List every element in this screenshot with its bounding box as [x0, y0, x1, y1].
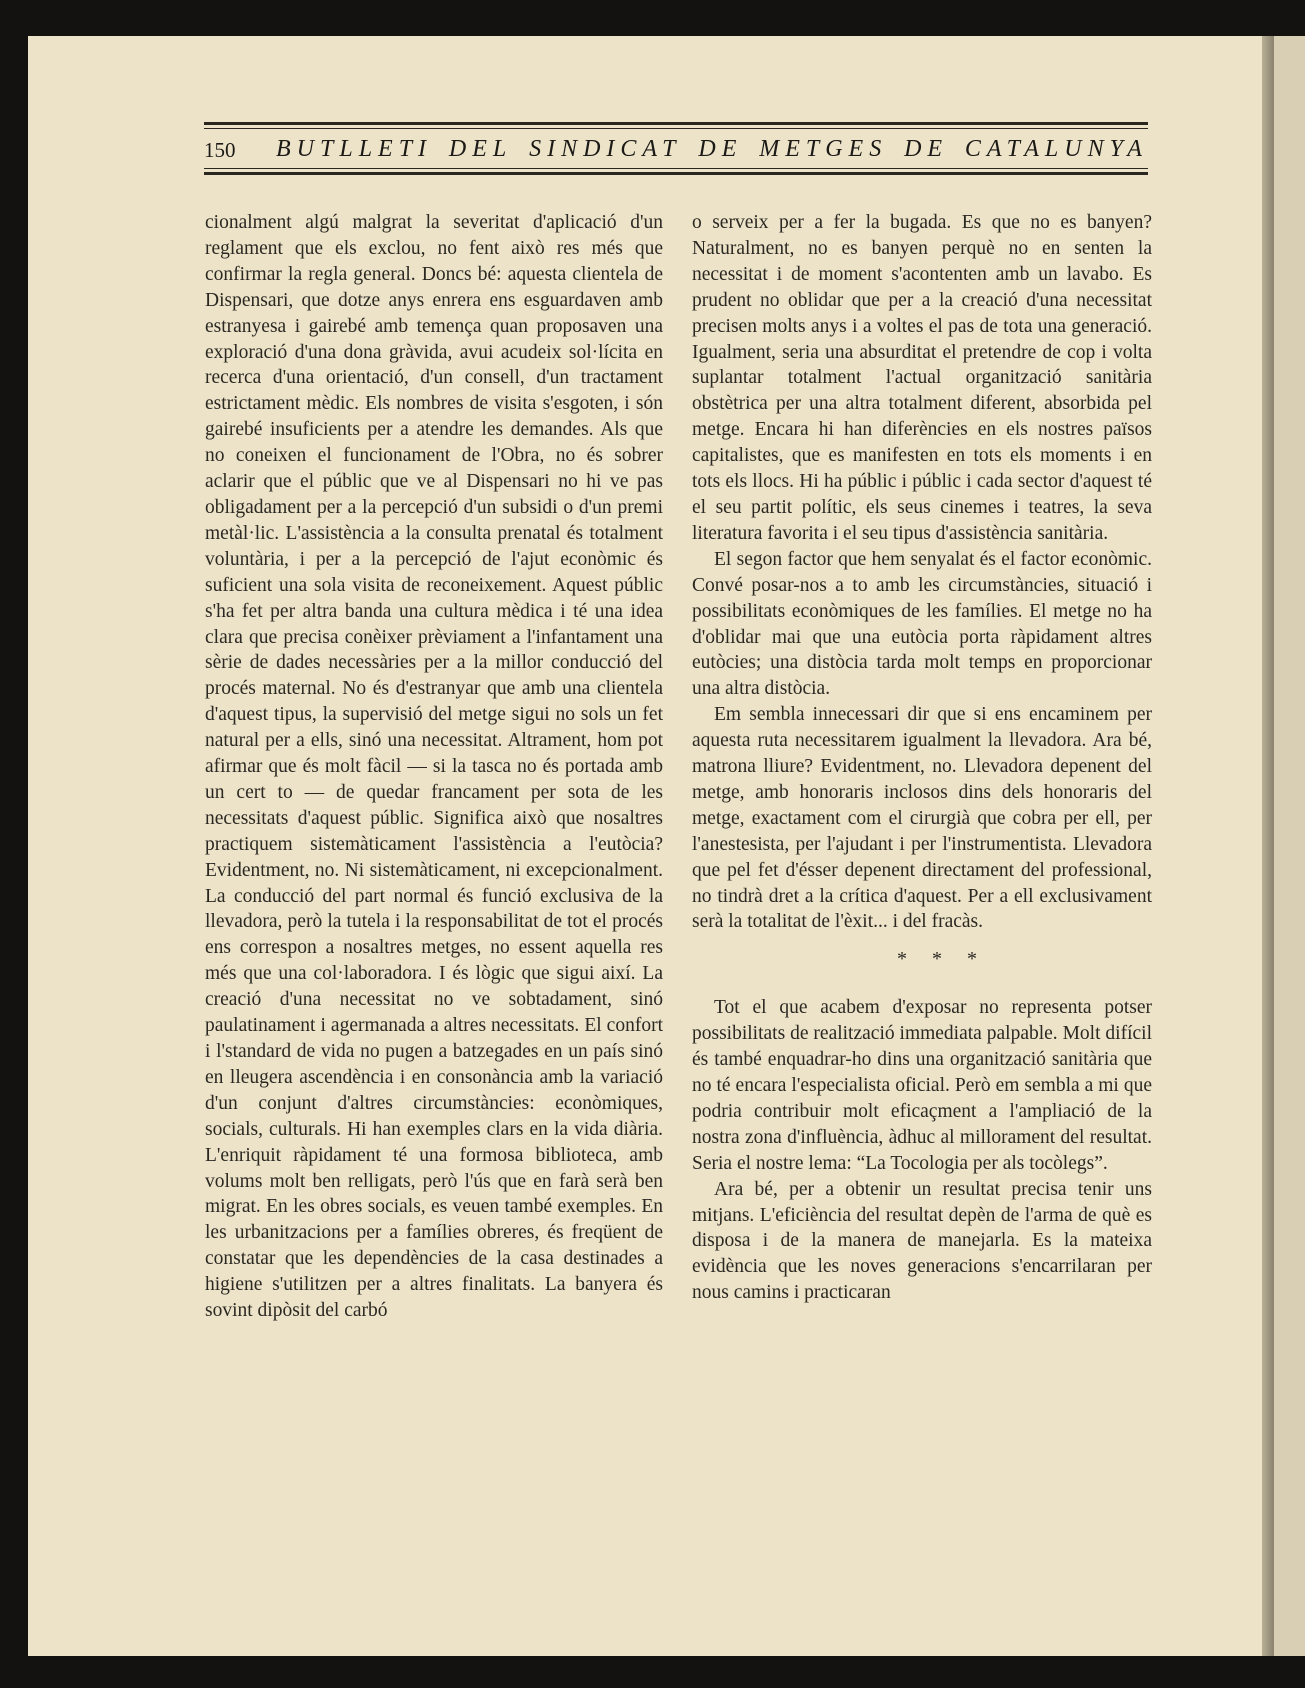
- journal-title-word: DE: [698, 136, 743, 162]
- left-column: [205, 210, 663, 1324]
- body-paragraph: Ara bé, per a obtenir un resultat precisa tenir uns mitjans. L'eficiència del resultat depèn de l'arma de què es disposa i de la manera de manejarla. Es la mateixa evidència que les noves generacions s'encarrilaran per nous camins i practicaran: [692, 1178, 1152, 1304]
- header-rule-bottom: [204, 172, 1148, 175]
- journal-title: [276, 136, 1148, 163]
- page-number: 150: [204, 138, 236, 162]
- header-rule-bottom-thin: [204, 168, 1148, 169]
- journal-title-word: DE: [904, 136, 949, 162]
- section-separator: * * *: [897, 948, 987, 971]
- journal-title-word: DEL: [448, 136, 513, 162]
- running-header: [204, 122, 1148, 176]
- header-rule-top-thin: [204, 128, 1148, 129]
- adjacent-page-edge: [1274, 36, 1305, 1656]
- page-fold: [1262, 36, 1274, 1656]
- body-paragraph: Em sembla innecessari dir que si ens encaminem per aquesta ruta necessitarem igualment la llevadora. Ara bé, matrona lliure? Evidentment, no. Llevadora depenent del metge, amb honoraris inclosos dins dels honoraris del metge, exactament com el cirurgià que cobra per ell, per l'anestesista, per l'ajudant i per l'instrumentista. Llevadora que pel fet d'ésser depenent directament del professional, no tindrà dret a la crítica d'aquest. Per a ell exclusivament serà la totalitat de l'èxit... i del fracàs.: [692, 704, 1152, 933]
- journal-title-word: BUTLLETI: [276, 136, 433, 162]
- body-paragraph: o serveix per a fer la bugada. Es que no es banyen? Naturalment, no es banyen perquè no en senten la necessitat i de moment s'acontenten amb un lavabo. Es prudent no oblidar que per a la creació d'una necessitat precisen molts anys i a voltes el pas de tota una generació. Igualment, seria una absurditat el pretendre de cop i volta suplantar totalment l'actual organització sanitària obstètrica per una altra totalment diferent, absorbida pel metge. Encara hi han diferències en els nostres països capitalistes, que es manifesten en tots els moments i en tots els llocs. Hi ha públic i públic i cada sector d'aquest té el seu partit polític, els seus cinemes i teatres, la seva literatura favorita i el seu tipus d'assistència sanitària.: [692, 212, 1152, 544]
- body-paragraph: Tot el que acabem d'exposar no representa potser possibilitats de realització immediata palpable. Molt difícil és també enquadrar-ho dins una organització sanitària que no té encara l'especialista oficial. Però em sembla a mi que podria contribuir molt eficaçment a l'ampliació de la nostra zona d'influència, àdhuc al millorament del resultat. Seria el nostre lema: “La Tocologia per als tocòlegs”.: [692, 997, 1152, 1174]
- right-column: [692, 210, 1152, 1306]
- journal-title-word: SINDICAT: [529, 136, 682, 162]
- journal-title-word: METGES: [759, 136, 888, 162]
- journal-title-word: CATALUNYA: [964, 136, 1148, 162]
- body-paragraph: El segon factor que hem senyalat és el factor econòmic. Convé posar-nos a to amb les circumstàncies, situació i possibilitats econòmiques de les famílies. El metge no ha d'oblidar mai que una eutòcia porta ràpidament altres eutòcies; una distòcia tarda molt temps en proporcionar una altra distòcia.: [692, 548, 1152, 700]
- header-rule-top: [204, 122, 1148, 125]
- body-paragraph: cionalment algú malgrat la severitat d'aplicació d'un reglament que els exclou, no fent això res més que confirmar la regla general. Doncs bé: aquesta clientela de Dispensari, que dotze anys enrera ens esguardaven amb estranyesa i gairebé amb temença quan proposaven una exploració d'una dona gràvida, avui acudeix sol·lícita en recerca d'una orientació, d'un consell, d'un tractament estrictament mèdic. Els nombres de visita s'esgoten, i són gairebé insuficients per a atendre les demandes. Als que no coneixen el funcionament de l'Obra, no és sobrer aclarir que el públic que ve al Dispensari no hi ve pas obligadament per a la percepció d'un subsidi o d'un premi metàl·lic. L'assistència a la consulta prenatal és totalment voluntària, i per a la percepció de l'ajut econòmic és suficient una sola visita de reconeixement. Aquest públic s'ha fet per altra banda una cultura mèdica i té una idea clara que precisa conèixer prèviament a l'infantament una sèrie de dades necessàries per a la millor conducció del procés maternal. No és d'estranyar que amb una clientela d'aquest tipus, la supervisió del metge sigui no sols un fet natural per a ells, sinó una necessitat. Altrament, hom pot afirmar que és molt fàcil — si la tasca no és portada amb un cert to — de quedar francament per sota de les necessitats d'aquest públic. Significa això que nosaltres practiquem sistemàticament l'assistència a l'eutòcia? Evidentment, no. Ni sistemàticament, ni excepcionalment. La conducció del part normal és funció exclusiva de la llevadora, però la tutela i la responsabilitat de tot el procés ens correspon a nosaltres metges, no essent aquella res més que una col·laboradora. I és lògic que sigui així. La creació d'una necessitat no ve sobtadament, sinó paulatinament i agermanada a altres necessitats. El confort i l'standard de vida no pugen a batzegades en un país sinó en lleugera ascendència i en consonància amb la variació d'un conjunt d'altres circumstàncies: econòmiques, socials, culturals. Hi han exemples clars en la vida diària. L'enriquit ràpidament té una formosa biblioteca, amb volums molt ben relligats, però l'ús que en farà serà ben migrat. En les obres socials, es veuen també exemples. En les urbanitzacions per a famílies obreres, és freqüent de constatar que les dependències de la casa destinades a higiene s'utilitzen per a altres finalitats. La banyera és sovint dipòsit del carbó: [205, 212, 663, 1322]
